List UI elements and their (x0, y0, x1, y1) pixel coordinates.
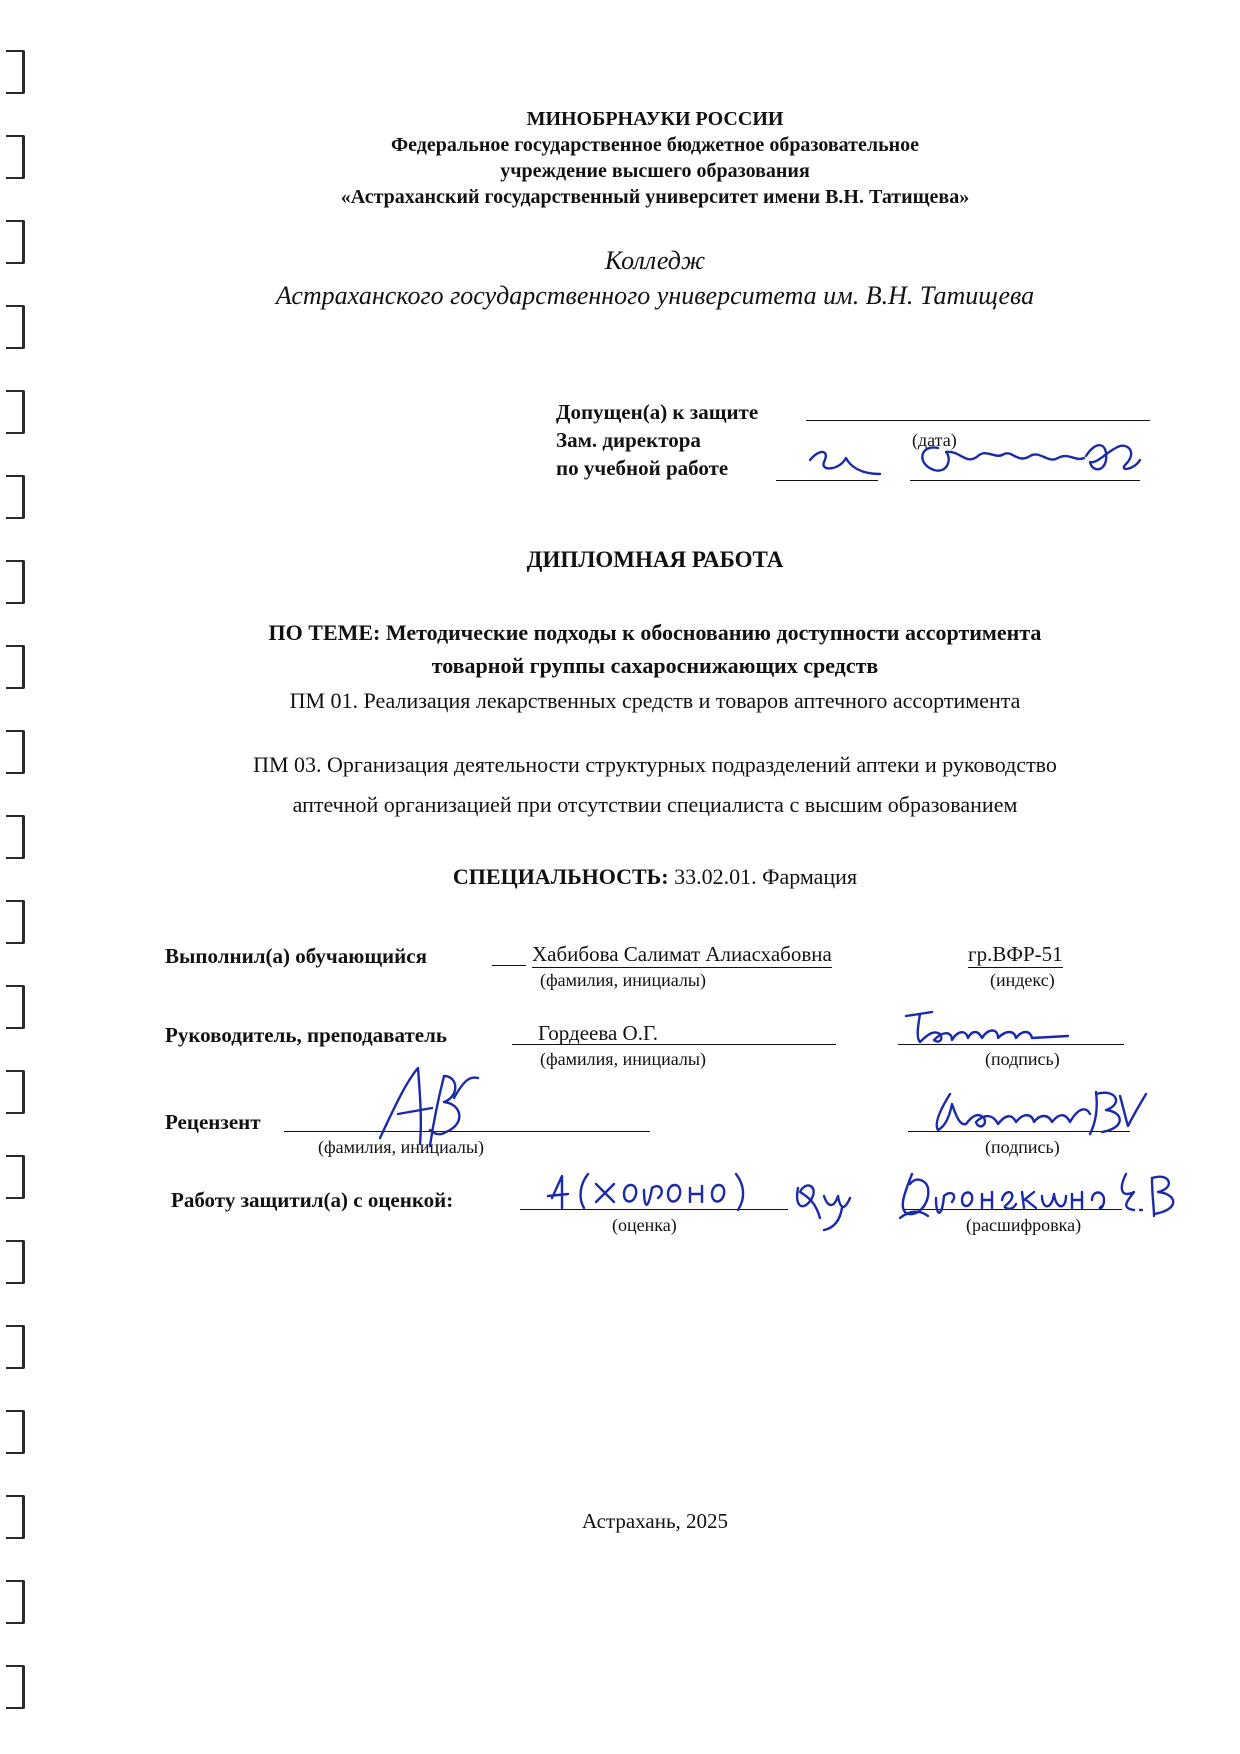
specialty (35, 864, 1240, 890)
deputy-line-1: Зам. директора (556, 428, 701, 452)
deputy-line-2: по учебной работе (556, 456, 729, 480)
pm01-line: ПМ 01. Реализация лекарственных средств и товаров аптечного ассортимента (289, 688, 1021, 713)
reviewer-initials-handwriting (370, 1058, 490, 1158)
date-caption: (дата) (912, 430, 957, 450)
topic-line-1: ПО ТЕМЕ: Методические подходы к обоснованию доступности ассортимента (268, 620, 1042, 645)
institution-line-2: учреждение высшего образования (500, 160, 810, 182)
college-line-2: Астраханского государственного университета им. В.Н. Татищева (275, 281, 1035, 310)
city-year: Астрахань, 2025 (581, 1509, 729, 1533)
reviewer-signature (920, 1086, 1150, 1146)
grade-caption: (оценка) (612, 1215, 677, 1235)
student-name: Хабибова Салимат Алиасхабовна (532, 942, 832, 966)
admitted-label: Допущен(а) к защите (556, 400, 759, 424)
decoding-caption: (расшифровка) (966, 1215, 1082, 1235)
grade-label: Работу защитил(а) с оценкой: (171, 1188, 454, 1212)
deputy-signature (908, 430, 1148, 490)
student-group: гр.ВФР-51 (968, 942, 1063, 966)
spiral-binding (0, 0, 40, 1754)
specialty-label: СПЕЦИАЛЬНОСТЬ: (452, 864, 669, 889)
student-name-caption: (фамилия, инициалы) (540, 970, 706, 990)
date-handwriting (800, 440, 890, 485)
pm03-line-2: аптечной организацией при отсутствии специалиста с высшим образованием (292, 792, 1018, 817)
supervisor-signature-caption: (подпись) (985, 1049, 1060, 1069)
examiner-signature (780, 1168, 860, 1238)
supervisor-name-caption: (фамилия, инициалы) (540, 1049, 706, 1069)
examiner-name-handwriting (890, 1166, 1196, 1236)
student-label: Выполнил(а) обучающийся (165, 944, 427, 968)
supervisor-signature (898, 1000, 1078, 1050)
supervisor-name: Гордеева О.Г. (538, 1021, 658, 1045)
admitted-line (806, 420, 1150, 421)
student-line-gap (492, 965, 526, 966)
document-type: ДИПЛОМНАЯ РАБОТА (526, 547, 784, 572)
reviewer-label: Рецензент (165, 1110, 261, 1134)
reviewer-name-caption: (фамилия, инициалы) (318, 1137, 484, 1157)
institution-line-3: «Астраханский государственный университет имени В.Н. Татищева» (340, 186, 970, 208)
ministry-name: МИНОБРНАУКИ РОССИИ (526, 108, 784, 130)
topic-line-2: товарной группы сахароснижающих средств (431, 653, 879, 678)
college-line-1: Колледж (604, 246, 706, 275)
pm03-line-1: ПМ 03. Организация деятельности структурных подразделений аптеки и руководство (253, 752, 1057, 777)
reviewer-signature-caption: (подпись) (985, 1137, 1060, 1157)
grade-handwriting (540, 1168, 760, 1218)
specialty-value: 33.02.01. Фармация (668, 864, 858, 889)
supervisor-label: Руководитель, преподаватель (165, 1023, 448, 1047)
institution-line-1: Федеральное государственное бюджетное образовательное (390, 134, 920, 156)
student-group-caption: (индекс) (990, 970, 1055, 990)
